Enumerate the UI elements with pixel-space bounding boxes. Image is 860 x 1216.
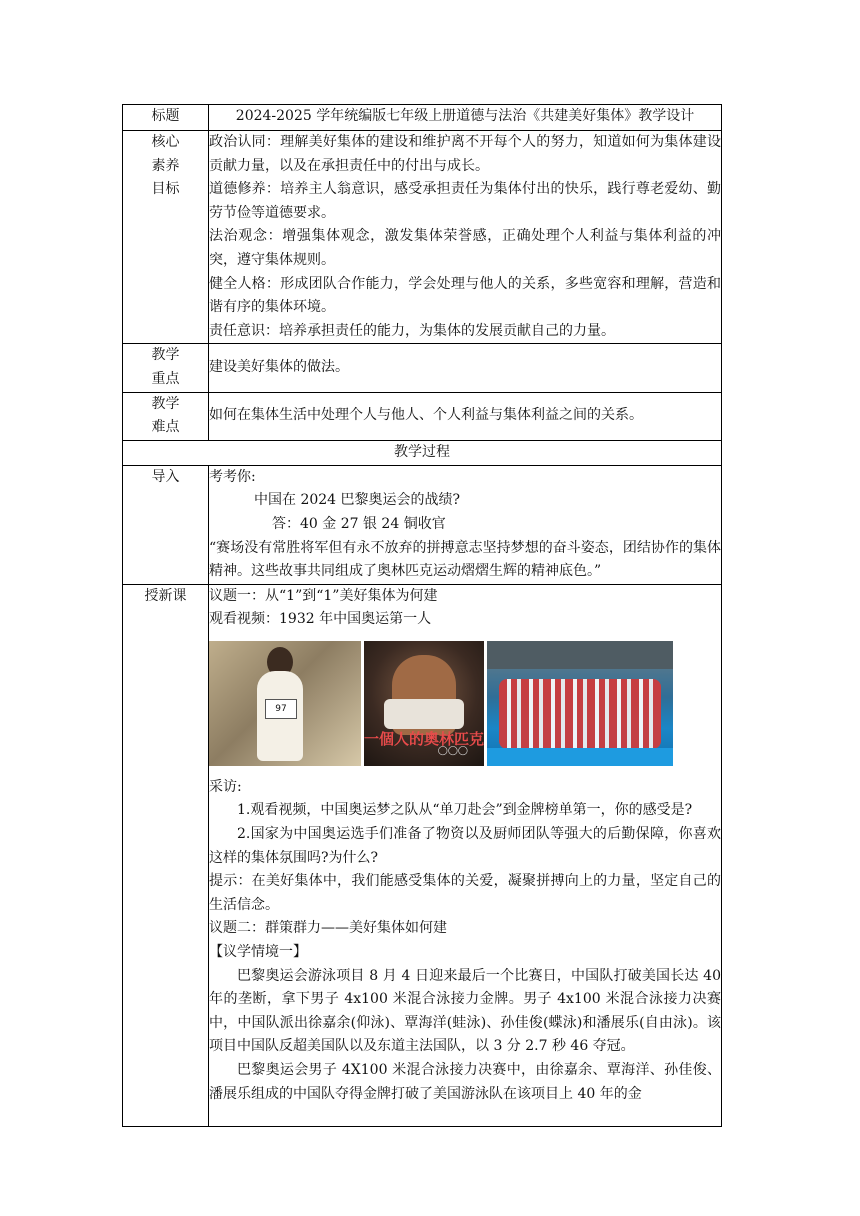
film-poster-photo	[364, 641, 484, 766]
process-header-row	[123, 440, 722, 465]
goal-personality: 健全人格：形成团队合作能力，学会处理与他人的关系，多些宽容和理解，营造和谐有序的集体环境。	[209, 275, 721, 316]
difficulty-row	[123, 392, 722, 440]
new-lesson-content	[209, 584, 722, 1126]
hint-text: 提示：在美好集体中，我们能感受集体的关爱，凝聚拼搏向上的力量，坚定自己的生活信念。	[209, 873, 721, 913]
intro-question: 中国在 2024 巴黎奥运会的战绩?	[254, 492, 461, 509]
interview-label: 采访:	[209, 778, 242, 795]
title-value: 2024-2025 学年统编版七年级上册道德与法治《共建美好集体》教学设计	[209, 105, 722, 131]
topic-one-heading: 议题一：从“1”到“1”美好集体为何建	[209, 587, 438, 604]
swim-team-photo	[487, 641, 673, 766]
intro-quiz-label: 考考你:	[209, 468, 256, 485]
difficulty-label: 教学 难点	[123, 392, 209, 440]
runner-photo	[209, 641, 361, 766]
goal-responsibility: 责任意识：培养承担责任的能力，为集体的发展贡献自己的力量。	[209, 322, 615, 339]
title-row	[123, 105, 722, 131]
goals-label: 核心 素养 目标	[123, 131, 209, 344]
goal-political: 政治认同：理解美好集体的建设和维护离不开每个人的努力，知道如何为集体建设贡献力量，以及在承担责任中的付出与成长。	[209, 134, 721, 174]
process-header: 教学过程	[123, 440, 722, 465]
context-paragraph-1: 巴黎奥运会游泳项目 8 月 4 日迎来最后一个比赛日，中国队打破美国长达 40 年的垄断，拿下男子 4x100 米混合泳接力金牌。男子 4x100 米混合泳接力决赛中，中国队派出徐嘉余(仰泳)、覃海洋(蛙泳)、孙佳俊(蝶泳)和潘展乐(自由泳)。该项目中国队反超美国队以及东道主法国队，以 3 分 2.7 秒 46 夺冠。	[209, 967, 721, 1055]
topic-two-heading: 议题二：群策群力——美好集体如何建	[209, 920, 447, 937]
intro-quote: “赛场没有常胜将军但有永不放弃的拼搏意志坚持梦想的奋斗姿态，团结协作的集体精神。这些故事共同组成了奥林匹克运动熠熠生辉的精神底色。”	[209, 539, 721, 580]
olympic-rings-icon: ◯◯◯	[437, 746, 468, 757]
new-lesson-label: 授新课	[123, 584, 209, 1126]
context-paragraph-2: 巴黎奥运会男子 4X100 米混合泳接力决赛中，由徐嘉余、覃海洋、孙佳俊、潘展乐组成的中国队夺得金牌打破了美国游泳队在该项目上 40 年的金	[209, 1062, 721, 1102]
goals-row	[123, 131, 722, 344]
question-one: 1.观看视频，中国奥运梦之队从“单刀赴会”到金牌榜单第一，你的感受是?	[237, 802, 693, 819]
focus-value: 建设美好集体的做法。	[209, 344, 722, 392]
goal-law: 法治观念：增强集体观念，激发集体荣誉感，正确处理个人利益与集体利益的冲突，遵守集体规则。	[209, 228, 721, 268]
runner-bib: 97	[265, 699, 297, 719]
difficulty-value: 如何在集体生活中处理个人与他人、个人利益与集体利益之间的关系。	[209, 392, 722, 440]
intro-label: 导入	[123, 465, 209, 584]
question-two: 2.国家为中国奥运选手们准备了物资以及厨师团队等强大的后勤保障，你喜欢这样的集体氛围吗?为什么?	[209, 826, 721, 866]
intro-answer: 答：40 金 27 银 24 铜收官	[272, 515, 446, 532]
video-title: 观看视频：1932 年中国奥运第一人	[209, 611, 432, 628]
context-heading: 【议学情境一】	[209, 944, 307, 961]
focus-row	[123, 344, 722, 392]
intro-row	[123, 465, 722, 584]
title-label: 标题	[123, 105, 209, 131]
intro-content	[209, 465, 722, 584]
focus-label: 教学 重点	[123, 344, 209, 392]
goal-moral: 道德修养：培养主人翁意识，感受承担责任为集体付出的快乐，践行尊老爱幼、勤劳节俭等道德要求。	[209, 181, 721, 221]
new-lesson-row	[123, 584, 722, 1126]
photo-strip	[209, 641, 721, 766]
goals-content	[209, 131, 722, 344]
film-poster-title: 一個人的奧林匹克	[364, 730, 484, 749]
lesson-plan-table	[122, 104, 722, 1127]
